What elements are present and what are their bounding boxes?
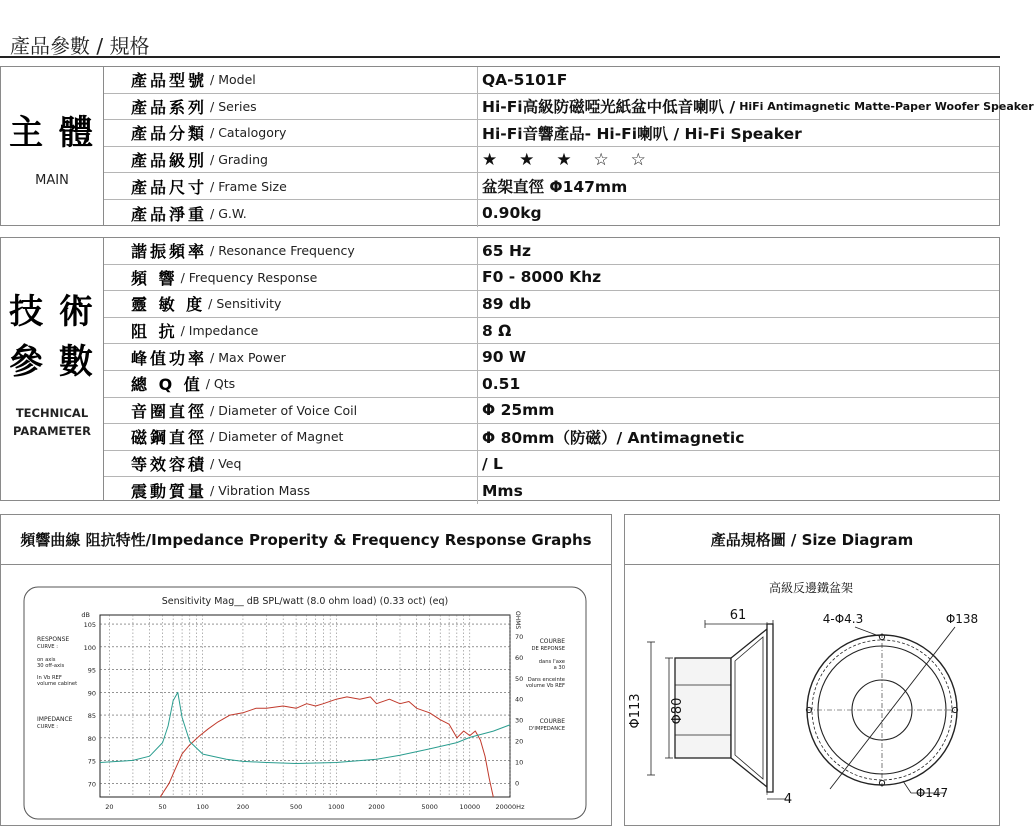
- spec-label: [104, 398, 478, 424]
- spec-value-text: 90 W: [482, 348, 527, 367]
- dim-flange-label: 4: [783, 792, 793, 807]
- spec-value: [482, 451, 999, 477]
- y-tick-label: 75: [87, 757, 96, 766]
- size-diagram-panel: [624, 514, 1000, 826]
- dim-80-label: Φ80: [670, 697, 685, 725]
- spec-label-en: / Series: [210, 98, 257, 114]
- left-annotation: RESPONSE: [37, 636, 70, 643]
- chart-title: Sensitivity Mag__ dB SPL/watt (8.0 ohm load) (0.33 oct) (eq): [161, 596, 449, 607]
- spec-row: [104, 398, 999, 425]
- size-diagram: [625, 565, 999, 825]
- spec-label: [104, 451, 478, 477]
- spec-row: [104, 318, 999, 345]
- page-title: 產品參數 / 規格: [10, 34, 150, 58]
- spec-value: [482, 318, 999, 344]
- frequency-panel-title: 頻響曲線 阻抗特性/Impedance Properity & Frequency Response Graphs: [1, 515, 611, 565]
- x-tick-label: 200: [236, 803, 250, 811]
- spec-row: [104, 200, 999, 227]
- spec-value: [482, 291, 999, 317]
- spec-label: [104, 200, 478, 227]
- right-annotation: volume Vb REF: [525, 683, 565, 689]
- x-tick-label: 20: [105, 803, 114, 811]
- y-axis-label: dB: [81, 611, 90, 619]
- speaker-front-view: [806, 627, 957, 793]
- spec-value: [482, 477, 999, 504]
- spec-label-en: / Grading: [210, 152, 268, 168]
- y2-tick-label: 20: [515, 737, 524, 746]
- y2-tick-label: 70: [515, 632, 524, 641]
- spec-label-cn: 產品型號: [131, 71, 208, 91]
- spec-value-text: / L: [482, 454, 503, 473]
- x-tick-label: 5000: [421, 803, 438, 811]
- main-spec-table: [0, 66, 1034, 226]
- left-annotation: 30 off-axis: [37, 663, 65, 669]
- spec-row: [104, 94, 1034, 121]
- main-title-cn: 主 體: [9, 113, 95, 153]
- header-divider: [0, 56, 1000, 58]
- spec-row: [104, 424, 999, 451]
- spec-value-text: Φ 25mm: [482, 401, 555, 420]
- y2-tick-label: 30: [515, 716, 524, 725]
- y2-tick-label: 40: [515, 695, 524, 704]
- right-annotation: COURBE: [539, 638, 565, 645]
- spec-value: [482, 120, 999, 146]
- spec-label: [104, 173, 478, 199]
- spec-label-en: / Frame Size: [210, 178, 287, 194]
- left-annotation: IMPEDANCE: [37, 716, 73, 723]
- y-tick-label: 105: [83, 621, 96, 630]
- spec-value: [482, 265, 999, 291]
- spec-label: [104, 371, 478, 397]
- spec-label-cn: 頻 響: [131, 268, 178, 288]
- spec-value: [482, 173, 999, 199]
- left-annotation: on axis: [37, 657, 56, 663]
- y2-tick-label: 0: [515, 779, 520, 788]
- frequency-response-chart: [24, 587, 586, 819]
- spec-value-text: Mms: [482, 481, 523, 500]
- spec-label-en: / Veq: [210, 456, 242, 472]
- spec-label: [104, 424, 478, 450]
- main-section-label: [1, 67, 104, 225]
- right-annotation: a 30: [553, 665, 565, 671]
- x-tick-label: 50: [158, 803, 167, 811]
- spec-label: [104, 238, 478, 264]
- spec-value: [482, 371, 999, 397]
- spec-row: [104, 238, 999, 265]
- spec-label-en: / Resonance Frequency: [210, 243, 355, 259]
- speaker-side-view: [675, 622, 773, 795]
- spec-label-cn: 總 Q 值: [131, 375, 203, 395]
- spec-value-text: 65 Hz: [482, 241, 531, 260]
- y-tick-label: 90: [87, 689, 96, 698]
- x-tick-label: 2000: [368, 803, 385, 811]
- x-tick-label: 1000: [328, 803, 345, 811]
- spec-label-en: / Diameter of Magnet: [210, 429, 344, 445]
- spec-label-en: / Frequency Response: [180, 269, 318, 285]
- spec-value: [482, 200, 999, 227]
- size-panel-title: 產品規格圖 / Size Diagram: [625, 515, 999, 565]
- spec-value-small: HiFi Antimagnetic Matte-Paper Woofer Speaker: [739, 99, 1034, 113]
- spec-label-en: / Max Power: [210, 349, 286, 365]
- technical-section-label: [1, 238, 104, 500]
- spec-label-en: / Model: [210, 72, 256, 88]
- spec-label: [104, 94, 478, 120]
- spec-value-text: Hi-Fi高級防磁啞光紙盆中低音喇叭 /: [482, 98, 736, 117]
- page-header: [0, 28, 1000, 58]
- spec-label: [104, 344, 478, 370]
- diagram-caption: 高級反邊鐵盆架: [768, 581, 854, 595]
- spec-label-cn: 產品系列: [131, 97, 208, 117]
- frequency-response-panel: [0, 514, 612, 826]
- main-title-en: MAIN: [35, 173, 69, 188]
- spec-value-text: 0.90kg: [482, 204, 542, 223]
- y-tick-label: 80: [87, 734, 96, 743]
- tech-title-cn-2: 參 數: [9, 342, 95, 382]
- spec-label-cn: 峰值功率: [131, 348, 208, 368]
- y-tick-label: 85: [87, 712, 96, 721]
- y2-tick-label: 50: [515, 674, 524, 683]
- spec-label-en: / Vibration Mass: [210, 483, 311, 499]
- spec-row: [104, 147, 999, 174]
- left-annotation: CURVE :: [37, 724, 58, 730]
- spec-label-en: / Sensitivity: [208, 296, 282, 312]
- dim-138-label: Φ138: [945, 612, 979, 626]
- spec-label: [104, 265, 478, 291]
- spec-row: [104, 344, 999, 371]
- spec-label-cn: 產品淨重: [131, 204, 208, 224]
- right-annotation: dans l'axe: [538, 659, 565, 665]
- right-annotation: D'IMPEDANCE: [528, 726, 565, 732]
- dim-147-label: Φ147: [915, 786, 949, 800]
- spec-value: [482, 344, 999, 370]
- spec-value-text: 0.51: [482, 374, 521, 393]
- x-tick-label: 20000Hz: [495, 803, 525, 811]
- spec-label: [104, 477, 478, 504]
- left-annotation: CURVE :: [37, 644, 58, 650]
- y2-tick-label: 60: [515, 653, 524, 662]
- spec-label-en: / Catalogory: [210, 125, 287, 141]
- speaker-basket: [731, 629, 767, 787]
- y2-tick-label: 10: [515, 758, 524, 767]
- spec-value-text: Φ 80mm（防磁）/ Antimagnetic: [482, 428, 745, 447]
- spec-value-text: ★ ★ ★ ☆ ☆: [482, 149, 654, 170]
- spec-value-text: QA-5101F: [482, 70, 568, 89]
- dim-depth-label: 61: [729, 608, 747, 623]
- spec-value: [482, 398, 999, 424]
- y2-axis-label: OHMS: [514, 611, 521, 630]
- right-annotation: Dans enceinte: [527, 677, 565, 683]
- spec-label-en: / Diameter of Voice Coil: [210, 402, 358, 418]
- right-annotation: DE REPONSE: [531, 646, 565, 652]
- spec-value: [482, 94, 1034, 120]
- tech-title-en-2: PARAMETER: [13, 424, 91, 438]
- spec-label-cn: 產品尺寸: [131, 177, 208, 197]
- spec-label-cn: 震動質量: [131, 482, 208, 502]
- left-annotation: In Vb REF: [37, 675, 62, 681]
- spec-value: [482, 424, 999, 450]
- spec-value-text: 8 Ω: [482, 321, 512, 340]
- speaker-frame-rim: [767, 624, 773, 792]
- x-tick-label: 100: [196, 803, 209, 811]
- spec-label-cn: 阻 抗: [131, 322, 178, 342]
- technical-spec-table: [0, 237, 1000, 501]
- x-tick-label: 10000: [459, 803, 481, 811]
- spec-value-text: F0 - 8000 Khz: [482, 268, 602, 287]
- spec-value: [482, 238, 999, 264]
- size-panel-body: [625, 565, 999, 825]
- spec-value: [482, 67, 999, 93]
- y-tick-label: 100: [83, 643, 96, 652]
- spec-label: [104, 291, 478, 317]
- spec-label: [104, 147, 478, 173]
- spec-label-cn: 音圈直徑: [131, 401, 208, 421]
- spec-label: [104, 318, 478, 344]
- spec-label-cn: 產品分類: [131, 124, 208, 144]
- tech-title-cn-1: 技 術: [9, 292, 95, 332]
- spec-value-text: Hi-Fi音響產品- Hi-Fi喇叭 / Hi-Fi Speaker: [482, 124, 802, 143]
- spec-label: [104, 120, 478, 146]
- spec-label-cn: 等效容積: [131, 455, 208, 475]
- spec-label-en: / G.W.: [210, 205, 247, 221]
- spec-row: [104, 451, 999, 478]
- y-tick-label: 70: [87, 780, 96, 789]
- spec-label-cn: 產品級別: [131, 151, 208, 171]
- spec-label-en: / Impedance: [180, 323, 259, 339]
- spec-row: [104, 67, 999, 94]
- left-annotation: volume cabinet: [37, 681, 78, 687]
- frequency-panel-body: [1, 565, 611, 825]
- spec-value-text: 盆架直徑 Φ147mm: [482, 178, 628, 197]
- spec-row: [104, 173, 999, 200]
- spec-row: [104, 477, 999, 504]
- spec-row: [104, 265, 999, 292]
- spec-row: [104, 371, 999, 398]
- spec-value: [482, 147, 999, 173]
- dim-holes-label: 4-Φ4.3: [822, 612, 864, 626]
- spec-label-cn: 磁鋼直徑: [131, 428, 208, 448]
- dim-113-label: Φ113: [628, 693, 643, 729]
- spec-row: [104, 291, 999, 318]
- y-tick-label: 95: [87, 666, 96, 675]
- tech-title-en-1: TECHNICAL: [15, 406, 89, 420]
- spec-row: [104, 120, 999, 147]
- spec-label-cn: 諧振頻率: [131, 242, 208, 262]
- spec-label: [104, 67, 478, 93]
- spec-label-cn: 靈 敏 度: [131, 295, 206, 315]
- chart-frame: [24, 587, 586, 819]
- spec-value-text: 89 db: [482, 294, 532, 313]
- x-tick-label: 500: [289, 803, 303, 811]
- spec-label-en: / Qts: [205, 376, 236, 392]
- right-annotation: COURBE: [539, 718, 565, 725]
